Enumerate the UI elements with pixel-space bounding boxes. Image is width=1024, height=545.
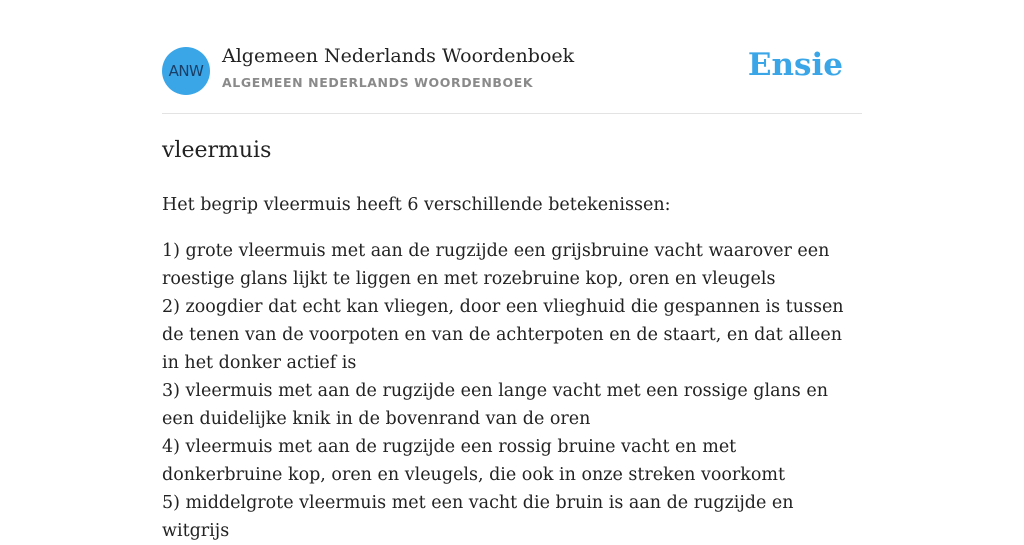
- intro-text: Het begrip vleermuis heeft 6 verschillende betekenissen:: [162, 195, 671, 215]
- site-header: [162, 0, 862, 114]
- ensie-brand-logo[interactable]: Ensie: [747, 47, 843, 83]
- anw-logo-text: ANW: [168, 62, 204, 80]
- list-item: 5) middelgrote vleermuis met een vacht die bruin is aan de rugzijde en witgrijs: [162, 493, 794, 541]
- list-item: 1) grote vleermuis met aan de rugzijde een grijsbruine vacht waarover een roestige glans lijkt te liggen en met rozebruine kop, oren en vleugels: [162, 241, 830, 289]
- anw-logo[interactable]: [162, 47, 210, 95]
- list-item: 4) vleermuis met aan de rugzijde een rossig bruine vacht en met donkerbruine kop, oren en vleugels, die ook in onze streken voorkomt: [162, 437, 786, 485]
- list-item: 2) zoogdier dat echt kan vliegen, door een vlieghuid die gespannen is tussen de tenen van de voorpoten en van de achterpoten en de staart, en dat alleen in het donker actief is: [162, 297, 844, 373]
- list-item: 3) vleermuis met aan de rugzijde een lange vacht met een rossige glans en een duidelijke knik in de bovenrand van de oren: [162, 381, 828, 429]
- source-title-link[interactable]: Algemeen Nederlands Woordenboek: [222, 45, 575, 67]
- content-container: [162, 0, 862, 541]
- source-subtitle: ALGEMEEN NEDERLANDS WOORDENBOEK: [222, 75, 534, 90]
- page-title: vleermuis: [162, 138, 272, 163]
- meanings-list: [162, 237, 862, 545]
